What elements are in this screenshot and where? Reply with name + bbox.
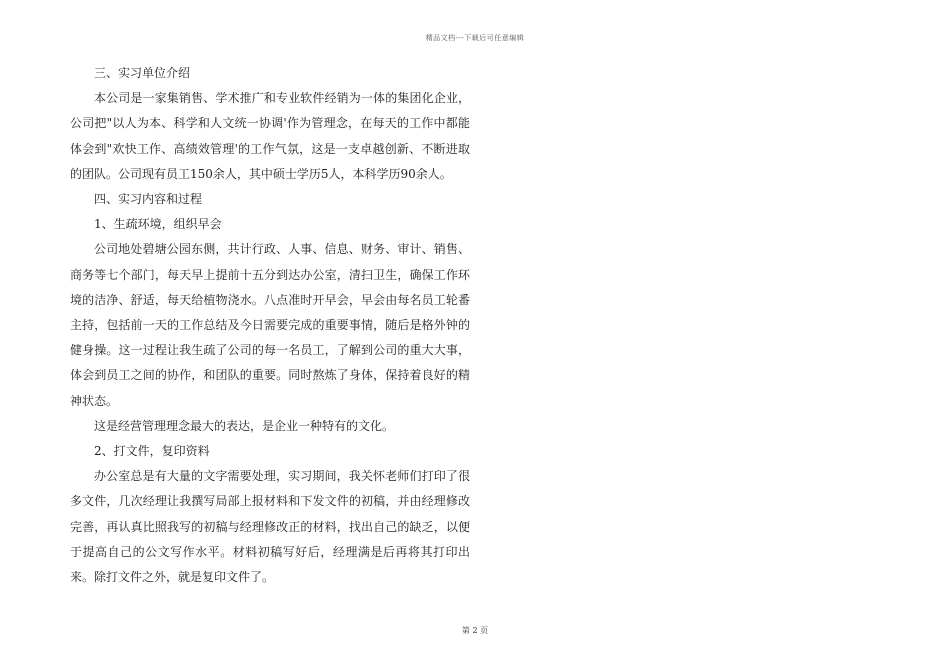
page-header: 精品文档---下载后可任意编辑 xyxy=(425,34,525,42)
subheading-printing-copying: 2、打文件，复印资料 xyxy=(94,444,210,459)
document-body xyxy=(70,61,470,590)
paragraph-company-intro: 本公司是一家集销售、学术推广和专业软件经销为一体的集团化企业，公司把"以人为本、科学和人文统一协调'作为管理念，在每天的工作中都能体会到"欢快工作、高绩效管理'的工作气氛，这是一支卓越创新、不断进取的团队。公司现有员工150余人，其中硕士学历5人，本科学历90余人。 xyxy=(70,91,470,181)
subheading-morning-meeting: 1、生疏环境，组织早会 xyxy=(94,217,222,232)
paragraph-printing-copying: 办公室总是有大量的文字需要处理，实习期间，我关怀老师们打印了很多文件，几次经理让我撰写局部上报材料和下发文件的初稿，并由经理修改完善，再认真比照我写的初稿与经理修改正的材料，找出自己的缺乏，以便于提高自己的公文写作水平。材料初稿写好后，经理满是后再将其打印出来。除打文件之外，就是复印文件了。 xyxy=(70,469,470,585)
page-number: 第 2 页 xyxy=(461,626,489,635)
section-heading-internship-content: 四、实习内容和过程 xyxy=(94,192,203,207)
paragraph-morning-meeting: 公司地处碧塘公园东侧，共计行政、人事、信息、财务、审计、销售、商务等七个部门，每天早上提前十五分到达办公室，清扫卫生，确保工作环境的洁净、舒适，每天给植物浇水。八点准时开早会，早会由每名员工轮番主持，包括前一天的工作总结及今日需要完成的重要事情，随后是格外钟的健身操。这一过程让我生疏了公司的每一名员工，了解到公司的重大大事，体会到员工之间的协作，和团队的重要。同时熬炼了身体，保持着良好的精神状态。 xyxy=(70,242,470,408)
paragraph-culture: 这是经营管理理念最大的表达，是企业一种特有的文化。 xyxy=(94,418,395,433)
section-heading-company-intro: 三、实习单位介绍 xyxy=(94,66,191,80)
